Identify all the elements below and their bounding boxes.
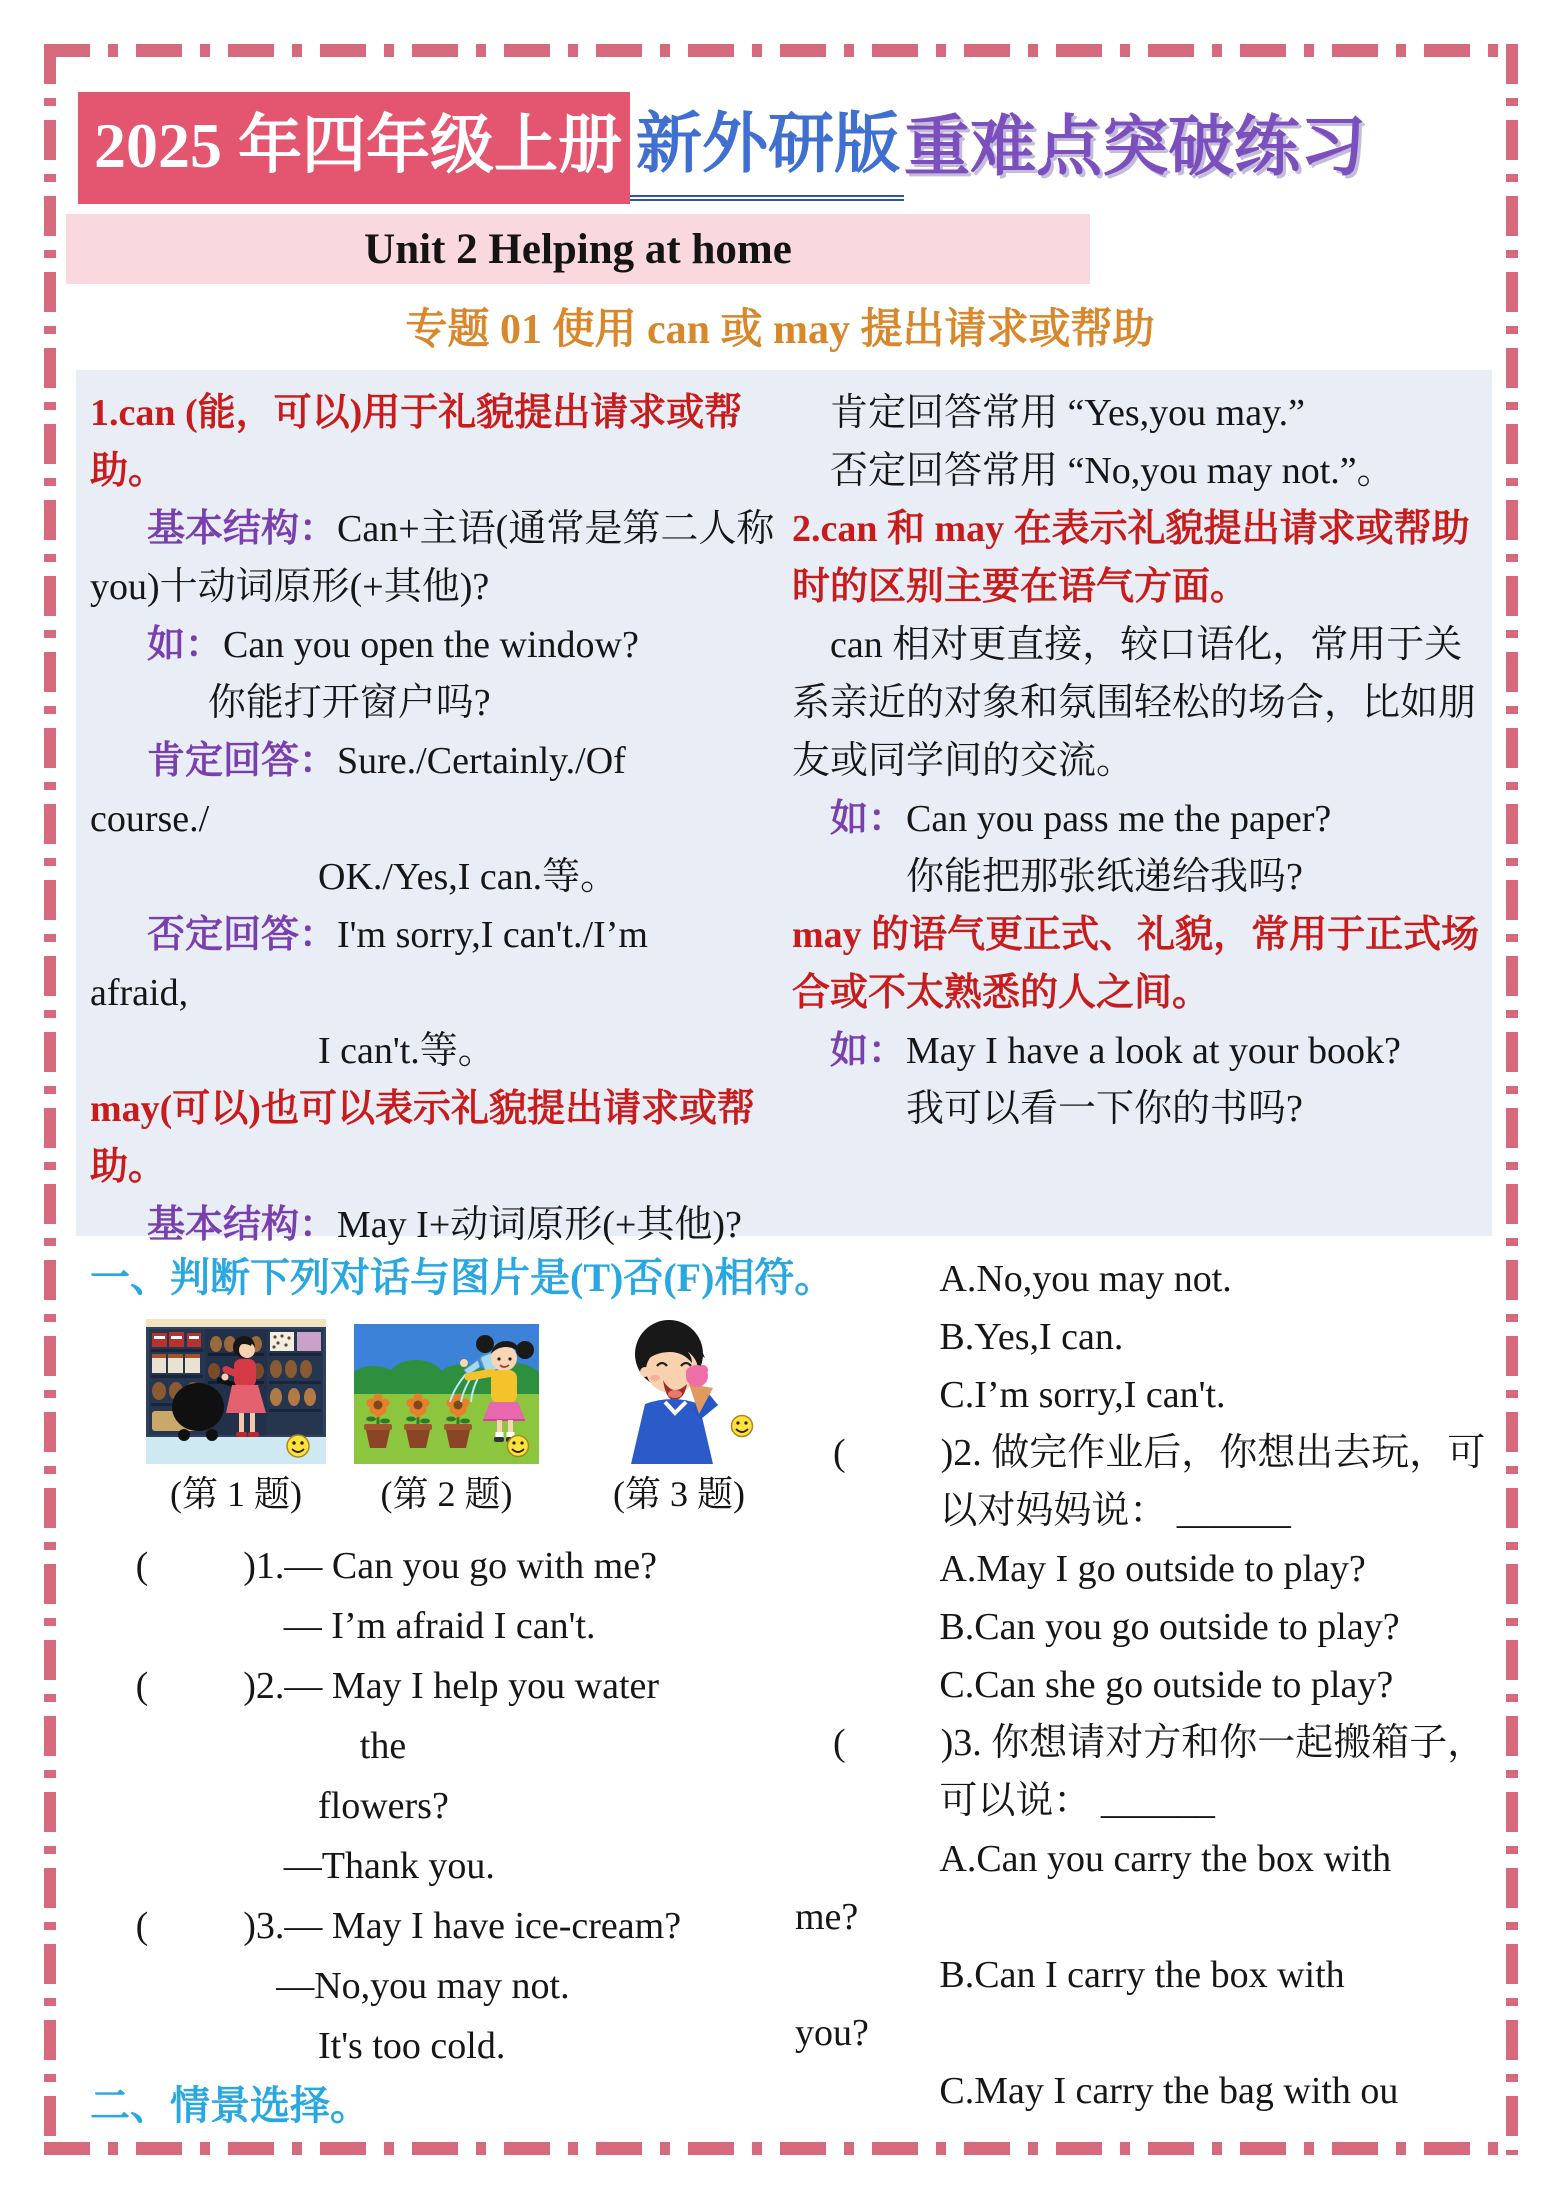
text-line xyxy=(795,1888,1509,1946)
text-segment: ( )3. 你想请对方和你一起搬箱子， xyxy=(833,1722,1486,1764)
smiley-face-icon xyxy=(508,1436,529,1457)
text-line xyxy=(90,384,782,442)
text-line xyxy=(90,1596,796,1656)
text-segment: A.No,you may not. xyxy=(939,1258,1232,1300)
text-segment: —No,you may not. xyxy=(276,1965,570,2007)
page-title-edition: 新外研版 xyxy=(630,95,904,201)
page-title-highlight: 2025 年四年级上册 xyxy=(78,92,630,204)
text-segment: C.Can she go outside to play? xyxy=(939,1664,1394,1706)
text-segment: 基本结构： xyxy=(147,1204,338,1246)
text-line xyxy=(795,1482,1509,1540)
topic-subtitle: 专题 01 使用 can 或 may 提出请求或帮助 xyxy=(405,307,1155,353)
text-line xyxy=(792,790,1488,848)
text-line xyxy=(795,1772,1509,1830)
text-line xyxy=(795,1598,1509,1656)
text-line xyxy=(795,1250,1509,1308)
text-segment: the xyxy=(359,1725,407,1767)
text-line xyxy=(90,1656,796,1716)
picture-row xyxy=(146,1314,796,1464)
text-line xyxy=(90,1956,796,2016)
text-line xyxy=(792,1022,1488,1080)
text-line xyxy=(90,1080,782,1138)
text-segment: 合或不太熟悉的人之间。 xyxy=(792,972,1211,1014)
exercise-column-left xyxy=(90,1252,835,2132)
text-segment: May I have a look at your book? xyxy=(906,1030,1401,1072)
text-segment: 助。 xyxy=(90,450,167,492)
text-line xyxy=(792,1080,1488,1138)
text-line xyxy=(795,1424,1509,1482)
page-border-bottom xyxy=(44,2142,1516,2155)
text-line xyxy=(90,964,782,1022)
text-segment: may 的语气更正式、礼貌，常用于正式场 xyxy=(792,914,1480,956)
text-segment: Can you open the window? xyxy=(223,624,639,666)
text-line xyxy=(792,906,1488,964)
text-segment: 2.can 和 may 在表示礼貌提出请求或帮助 xyxy=(792,508,1470,550)
text-segment: 可以说： ______ xyxy=(939,1780,1215,1822)
text-segment: Sure./Certainly./Of xyxy=(337,740,626,782)
right-shelf xyxy=(267,1329,323,1435)
text-line xyxy=(795,1656,1509,1714)
text-line xyxy=(792,964,1488,1022)
text-segment: ( )1.— Can you go with me? xyxy=(135,1545,657,1587)
notes-column-right xyxy=(792,384,1488,1138)
text-segment: B.Can you go outside to play? xyxy=(939,1606,1400,1648)
text-line xyxy=(90,616,782,674)
text-line xyxy=(90,1138,782,1196)
text-segment: — I’m afraid I can't. xyxy=(283,1605,596,1647)
text-line xyxy=(90,1896,796,1956)
text-segment: can 相对更直接，较口语化，常用于关 xyxy=(830,624,1463,666)
notes-column-left xyxy=(90,384,782,1254)
page-border-top xyxy=(44,44,1516,57)
text-segment: 友或同学间的交流。 xyxy=(792,740,1135,782)
page-title xyxy=(78,92,1366,204)
text-line xyxy=(90,1196,782,1254)
picture-3-caption: (第 3 题) xyxy=(613,1474,745,1514)
text-line xyxy=(795,1714,1509,1772)
text-line xyxy=(795,2004,1509,2062)
unit-title-banner: Unit 2 Helping at home xyxy=(66,214,1090,284)
text-segment: 否定回答常用 “No,you may not.”。 xyxy=(830,450,1395,492)
text-segment: flowers? xyxy=(318,1785,449,1827)
picture-1-caption: (第 1 题) xyxy=(170,1474,302,1514)
text-segment: May I+动词原形(+其他)? xyxy=(337,1204,742,1246)
text-segment: course./ xyxy=(90,798,210,840)
text-line xyxy=(795,2062,1509,2120)
text-segment: 肯定回答常用 “Yes,you may.” xyxy=(830,392,1305,434)
text-line xyxy=(792,558,1488,616)
section1-title: 一、判断下列对话与图片是(T)否(F)相符。 xyxy=(90,1255,835,1300)
text-segment: 时的区别主要在语气方面。 xyxy=(792,566,1249,608)
text-segment: C.May I carry the bag with ou xyxy=(939,2070,1399,2112)
text-segment: —Thank you. xyxy=(283,1845,495,1887)
section1-questions xyxy=(90,1536,796,2076)
text-segment: C.I’m sorry,I can't. xyxy=(939,1374,1226,1416)
text-line xyxy=(90,2016,796,2076)
text-segment: may(可以)也可以表示礼貌提出请求或帮 xyxy=(90,1088,755,1130)
text-segment: ( )2.— May I help you water xyxy=(135,1665,660,1707)
smiley-face-icon xyxy=(732,1416,753,1437)
text-line xyxy=(90,674,782,732)
section2-title: 二、情景选择。 xyxy=(90,2083,370,2128)
text-line xyxy=(90,1776,796,1836)
text-line xyxy=(90,1022,782,1080)
exercise-column-right xyxy=(795,1250,1509,2120)
text-segment: ( )2. 做完作业后，你想出去玩，可 xyxy=(833,1432,1486,1474)
text-line xyxy=(795,1540,1509,1598)
picture-3-icecream-illustration xyxy=(599,1314,759,1464)
text-segment: ( )3.— May I have ice-cream? xyxy=(135,1905,682,1947)
text-segment: 否定回答： xyxy=(147,914,338,956)
text-line xyxy=(792,442,1488,500)
text-segment: 基本结构： xyxy=(147,508,338,550)
picture-captions xyxy=(146,1470,796,1518)
text-segment: 1.can (能，可以)用于礼貌提出请求或帮 xyxy=(90,392,743,434)
text-segment: B.Yes,I can. xyxy=(939,1316,1124,1358)
text-line xyxy=(792,732,1488,790)
text-segment: Can you pass me the paper? xyxy=(906,798,1332,840)
picture-2-caption: (第 2 题) xyxy=(380,1474,513,1514)
text-segment: OK./Yes,I can.等。 xyxy=(318,856,619,898)
text-segment: 助。 xyxy=(90,1146,167,1188)
text-line xyxy=(90,732,782,790)
text-line xyxy=(90,848,782,906)
picture-1-shopping-illustration xyxy=(146,1319,326,1464)
text-segment: 系亲近的对象和氛围轻松的场合，比如朋 xyxy=(792,682,1477,724)
text-line xyxy=(90,1836,796,1896)
text-segment: Can+主语(通常是第二人称 xyxy=(337,508,775,550)
text-segment: 我可以看一下你的书吗? xyxy=(906,1088,1303,1130)
smiley-face-icon xyxy=(287,1435,309,1457)
text-segment: 你能把那张纸递给我吗? xyxy=(906,856,1303,898)
text-segment: afraid, xyxy=(90,972,189,1014)
text-line xyxy=(795,1366,1509,1424)
text-line xyxy=(792,848,1488,906)
text-segment: 你能打开窗户吗? xyxy=(207,682,491,724)
text-segment: 如： xyxy=(830,798,907,840)
text-line xyxy=(792,674,1488,732)
text-segment: B.Can I carry the box with xyxy=(939,1954,1345,1996)
text-line xyxy=(90,500,782,558)
picture-2-watering-illustration xyxy=(354,1324,539,1464)
page-border-left xyxy=(44,44,56,2155)
text-segment: I'm sorry,I can't./I’m xyxy=(337,914,648,956)
text-segment: A.Can you carry the box with xyxy=(939,1838,1392,1880)
page-title-suffix: 重难点突破练习 xyxy=(904,111,1366,184)
text-line xyxy=(90,790,782,848)
text-segment: I can't.等。 xyxy=(318,1030,496,1072)
text-line xyxy=(90,906,782,964)
text-segment: It's too cold. xyxy=(318,2025,506,2067)
text-segment: 以对妈妈说： ______ xyxy=(939,1490,1291,1532)
text-line xyxy=(795,1830,1509,1888)
text-line xyxy=(90,1536,796,1596)
text-line xyxy=(90,1716,796,1776)
text-segment: 肯定回答： xyxy=(147,740,338,782)
text-line xyxy=(90,442,782,500)
text-line xyxy=(792,616,1488,674)
text-segment: you? xyxy=(795,2012,869,2054)
text-segment: you)十动词原形(+其他)? xyxy=(90,566,490,608)
text-segment: A.May I go outside to play? xyxy=(939,1548,1366,1590)
text-segment: 如： xyxy=(830,1030,907,1072)
text-line xyxy=(90,558,782,616)
text-segment: me? xyxy=(795,1896,859,1938)
grammar-notes-block xyxy=(76,370,1492,1246)
text-line xyxy=(795,1308,1509,1366)
text-line xyxy=(792,500,1488,558)
text-line xyxy=(795,1946,1509,2004)
text-segment: 如： xyxy=(147,624,224,666)
text-line xyxy=(792,384,1488,442)
